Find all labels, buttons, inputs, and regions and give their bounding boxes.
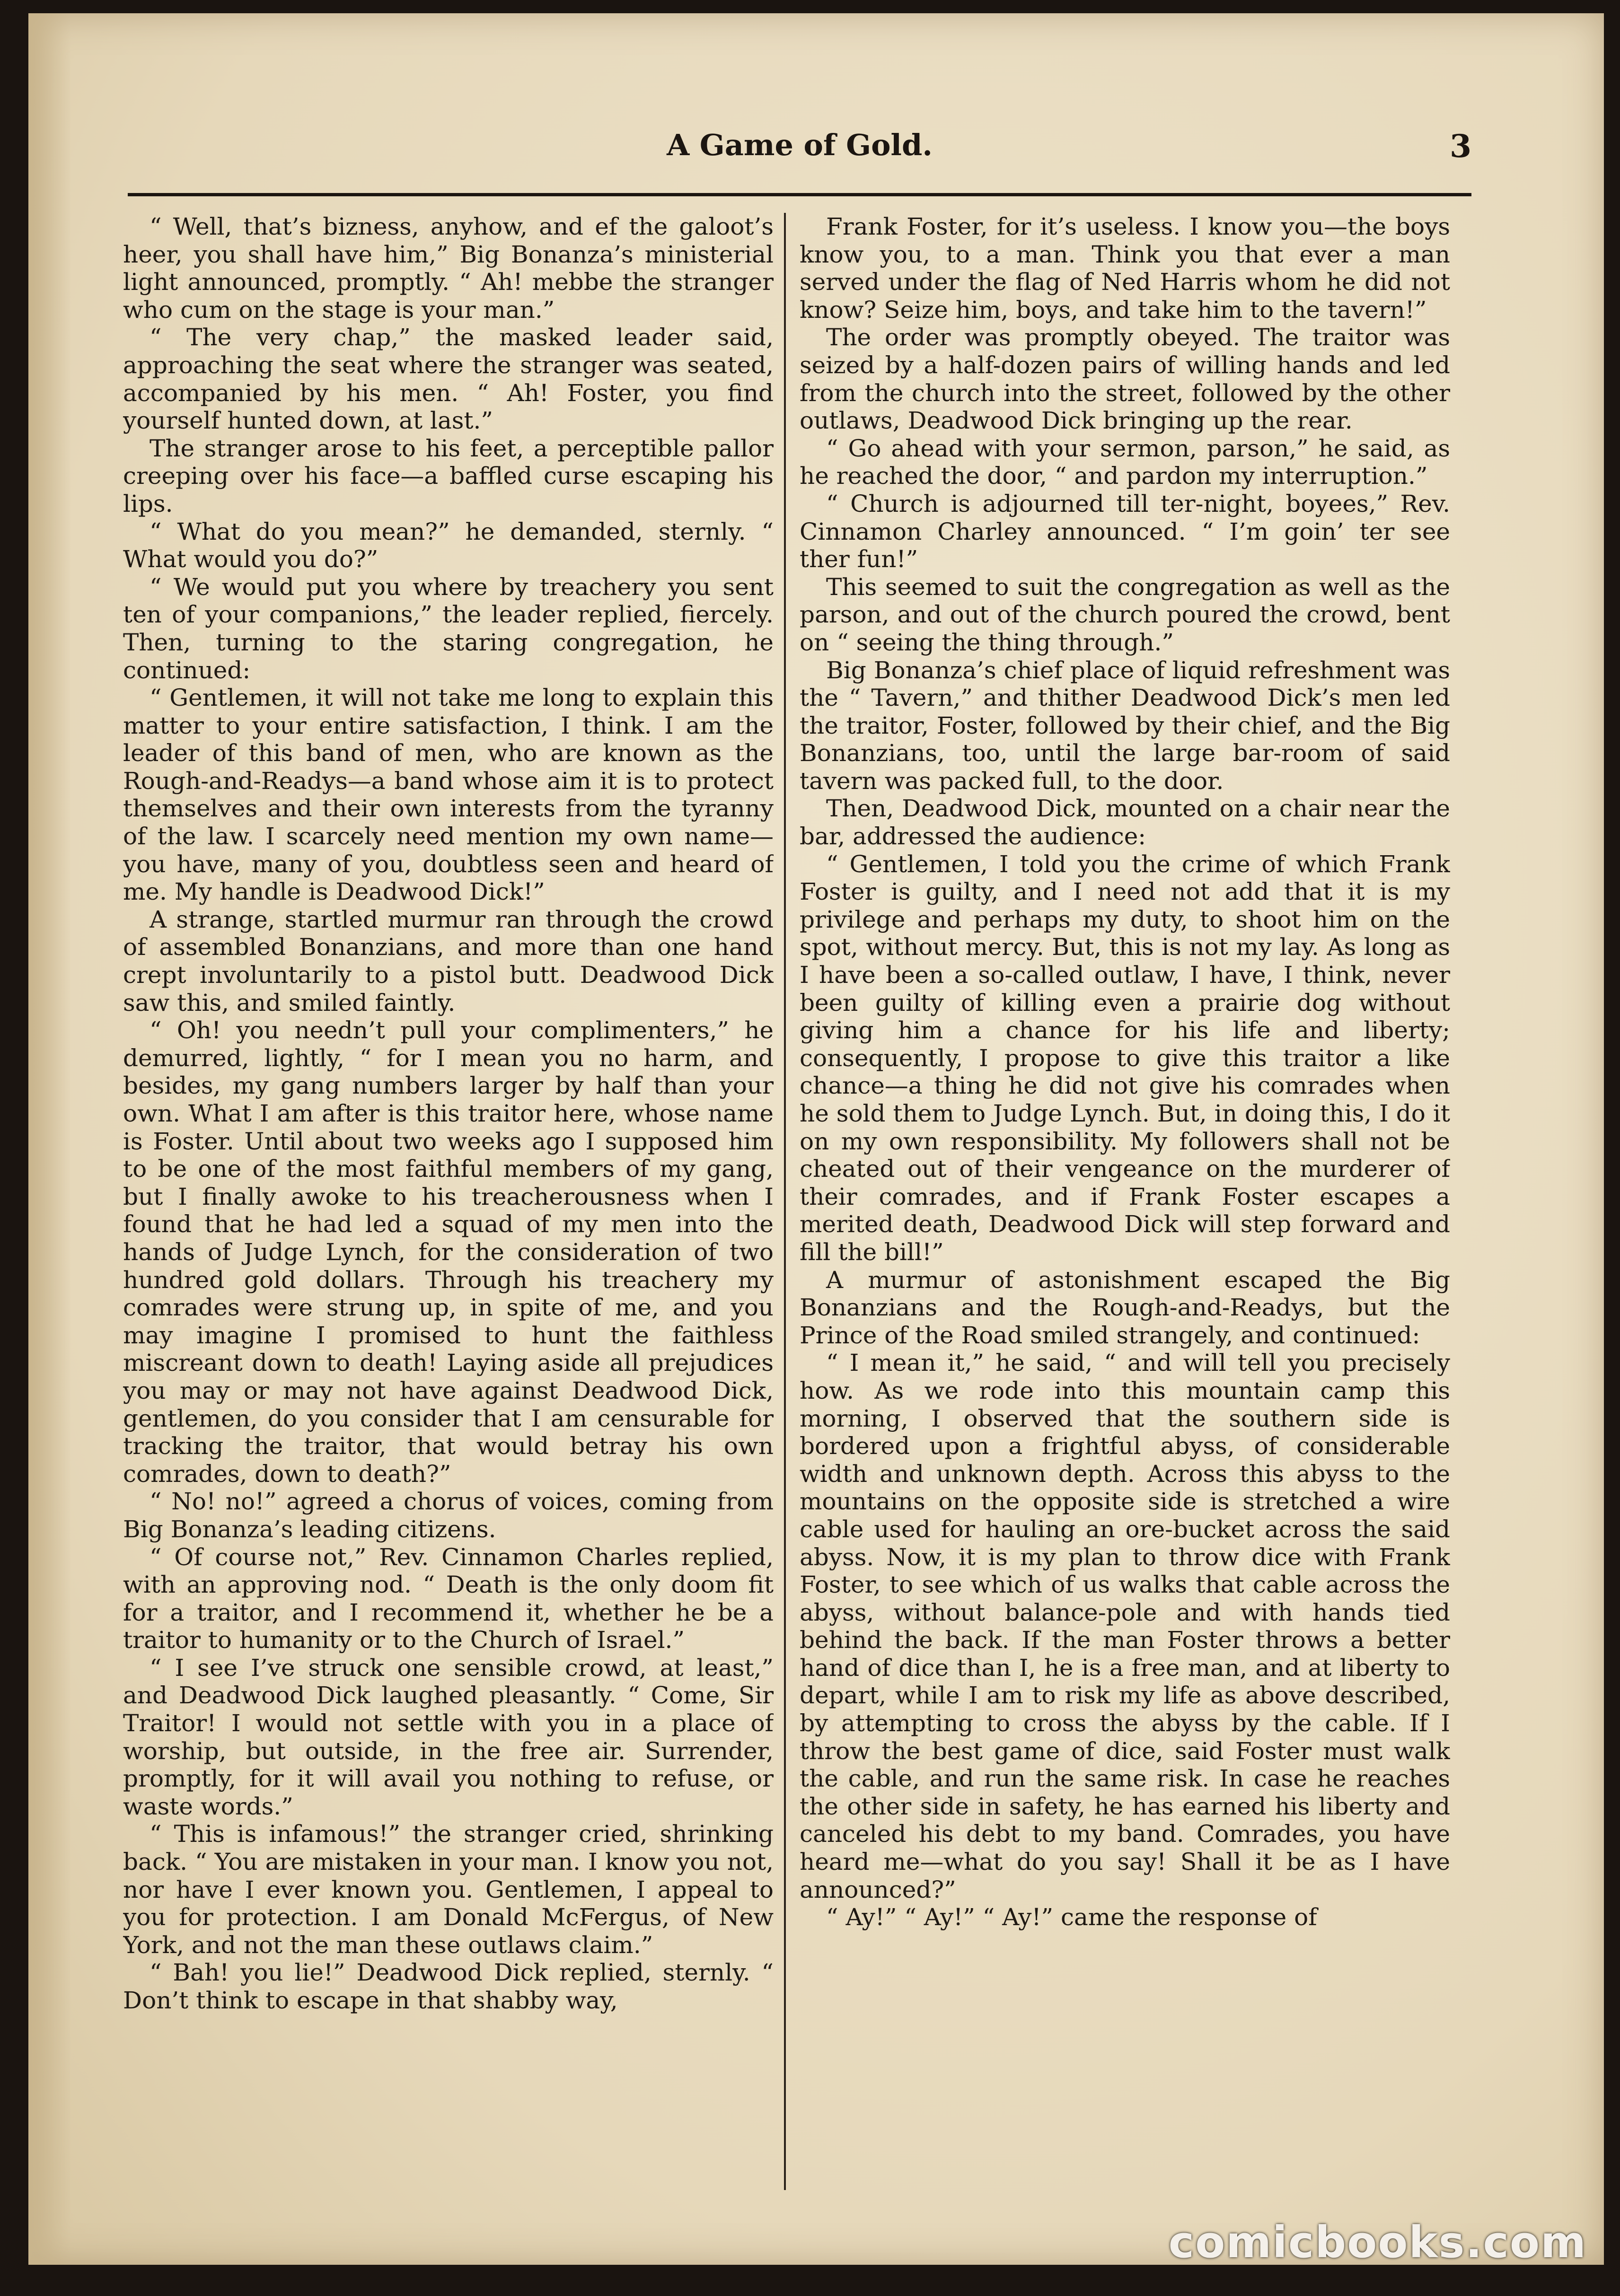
page-title: A Game of Gold. xyxy=(667,128,933,162)
paragraph: Frank Foster, for it’s useless. I know you—the boys know you, to a man. Think you that ever a man served under the flag of Ned Harris whom he did not know? Seize him, boys, and take him to the tavern!” xyxy=(800,213,1450,324)
paragraph: A murmur of astonishment escaped the Big Bonanzians and the Rough-and-Readys, but the Prince of the Road smiled strangely, and continued: xyxy=(800,1266,1450,1349)
paragraph: “ No! no!” agreed a chorus of voices, coming from Big Bonanza’s leading citizens. xyxy=(123,1488,774,1543)
column-divider xyxy=(784,213,786,2190)
paragraph: Big Bonanza’s chief place of liquid refreshment was the “ Tavern,” and thither Deadwood Dick’s men led the traitor, Foster, followed by their chief, and the Big Bonanzians, too, until the large bar-room of said tavern was packed full, to the door. xyxy=(800,656,1450,795)
paragraph: “ Of course not,” Rev. Cinnamon Charles replied, with an approving nod. “ Death is the only doom fit for a traitor, and I recommend it, whether he be a traitor to humanity or to the Church of Israel.” xyxy=(123,1543,774,1654)
right-text-column xyxy=(800,213,1450,2200)
paragraph: A strange, startled murmur ran through the crowd of assembled Bonanzians, and more than one hand crept involuntarily to a pistol butt. Deadwood Dick saw this, and smiled faintly. xyxy=(123,905,774,1017)
page-number: 3 xyxy=(1450,128,1471,165)
paragraph: “ Gentlemen, I told you the crime of which Frank Foster is guilty, and I need not add that it is my privilege and perhaps my duty, to shoot him on the spot, without mercy. But, this is not my lay. As long as I have been a so-called outlaw, I have, I think, never been guilty of killing even a prairie dog without giving him a chance for his life and liberty; consequently, I propose to give this traitor a like chance—a thing he did not give his comrades when he sold them to Judge Lynch. But, in doing this, I do it on my own responsibility. My followers shall not be cheated out of their vengeance on the murderer of their comrades, and if Frank Foster escapes a merited death, Deadwood Dick will step forward and fill the bill!” xyxy=(800,850,1450,1266)
paragraph: “ Ay!” “ Ay!” “ Ay!” came the response of xyxy=(826,1903,1317,1931)
paragraph: “ I see I’ve struck one sensible crowd, at least,” and Deadwood Dick laughed pleasantly. “ Come, Sir Traitor! I would not settle with you in a place of worship, but outside, in the free air. Surrender, promptly, for it will avail you nothing to refuse, or waste words.” xyxy=(123,1654,774,1820)
page-header xyxy=(128,128,1471,180)
header-rule xyxy=(128,193,1471,196)
paragraph: “ We would put you where by treachery you sent ten of your companions,” the leader replied, fiercely. Then, turning to the staring congregation, he continued: xyxy=(123,573,774,684)
page-edge-stain xyxy=(28,13,71,2265)
paragraph: The order was promptly obeyed. The traitor was seized by a half-dozen pairs of willing hands and led from the church into the street, followed by the other outlaws, Deadwood Dick bringing up the rear. xyxy=(800,324,1450,435)
left-text-column xyxy=(123,213,774,2200)
paragraph: “ The very chap,” the masked leader said, approaching the seat where the stranger was seated, accompanied by his men. “ Ah! Foster, you find yourself hunted down, at last.” xyxy=(123,324,774,435)
paragraph: “ I mean it,” he said, “ and will tell you precisely how. As we rode into this mountain camp this morning, I observed that the southern side is bordered upon a frightful abyss, of considerable width and unknown depth. Across this abyss to the mountains on the opposite side is stretched a wire cable used for hauling an ore-bucket across the said abyss. Now, it is my plan to throw dice with Frank Foster, to see which of us walks that cable across the abyss, without balance-pole and with hands tied behind the back. If the man Foster throws a better hand of dice than I, he is a free man, and at liberty to depart, while I am to risk my life as above described, by attempting to cross the abyss by the cable. If I throw the best game of dice, said Foster must walk the cable, and run the same risk. In case he reaches the other side in safety, he has earned his liberty and canceled his debt to my band. Comrades, you have heard me—what do you say! Shall it be as I have announced?” xyxy=(800,1349,1450,1903)
paragraph: This seemed to suit the congregation as well as the parson, and out of the church poured the crowd, bent on “ seeing the thing through.” xyxy=(800,573,1450,656)
paragraph: “ Go ahead with your sermon, parson,” he said, as he reached the door, “ and pardon my interruption.” xyxy=(800,434,1450,490)
paragraph: “ Bah! you lie!” Deadwood Dick replied, sternly. “ Don’t think to escape in that shabby way, xyxy=(123,1959,774,2014)
paragraph: “ This is infamous!” the stranger cried, shrinking back. “ You are mistaken in your man. I know you not, nor have I ever known you. Gentlemen, I appeal to you for protection. I am Donald McFergus, of New York, and not the man these outlaws claim.” xyxy=(123,1820,774,1959)
paragraph: Then, Deadwood Dick, mounted on a chair near the bar, addressed the audience: xyxy=(800,795,1450,850)
paragraph: “ Gentlemen, it will not take me long to explain this matter to your entire satisfaction, I think. I am the leader of this band of men, who are known as the Rough-and-Readys—a band whose aim it is to protect themselves and their own interests from the tyranny of the law. I scarcely need mention my own name—you have, many of you, doubtless seen and heard of me. My handle is Deadwood Dick!” xyxy=(123,684,774,906)
paragraph: “ What do you mean?” he demanded, sternly. “ What would you do?” xyxy=(123,517,774,573)
paragraph: The stranger arose to his feet, a perceptible pallor creeping over his face—a baffled curse escaping his lips. xyxy=(123,434,774,517)
watermark: comicbooks.com xyxy=(1168,2217,1587,2268)
paragraph: “ Well, that’s bizness, anyhow, and ef the galoot’s heer, you shall have him,” Big Bonanza’s ministerial light announced, promptly. “ Ah! mebbe the stranger who cum on the stage is your man.” xyxy=(123,213,774,324)
paragraph: “ Oh! you needn’t pull your complimenters,” he demurred, lightly, “ for I mean you no harm, and besides, my gang numbers larger by half than your own. What I am after is this traitor here, whose name is Foster. Until about two weeks ago I supposed him to be one of the most faithful members of my gang, but I finally awoke to his treacherousness when I found that he had led a squad of my men into the hands of Judge Lynch, for the consideration of two hundred gold dollars. Through his treachery my comrades were strung up, in spite of me, and you may imagine I promised to hunt the faithless miscreant down to death! Laying aside all prejudices you may or may not have against Deadwood Dick, gentlemen, do you consider that I am censurable for tracking the traitor, that would betray his own comrades, down to death?” xyxy=(123,1017,774,1488)
paragraph: “ Church is adjourned till ter-night, boyees,” Rev. Cinnamon Charley announced. “ I’m goin’ ter see ther fun!” xyxy=(800,490,1450,573)
